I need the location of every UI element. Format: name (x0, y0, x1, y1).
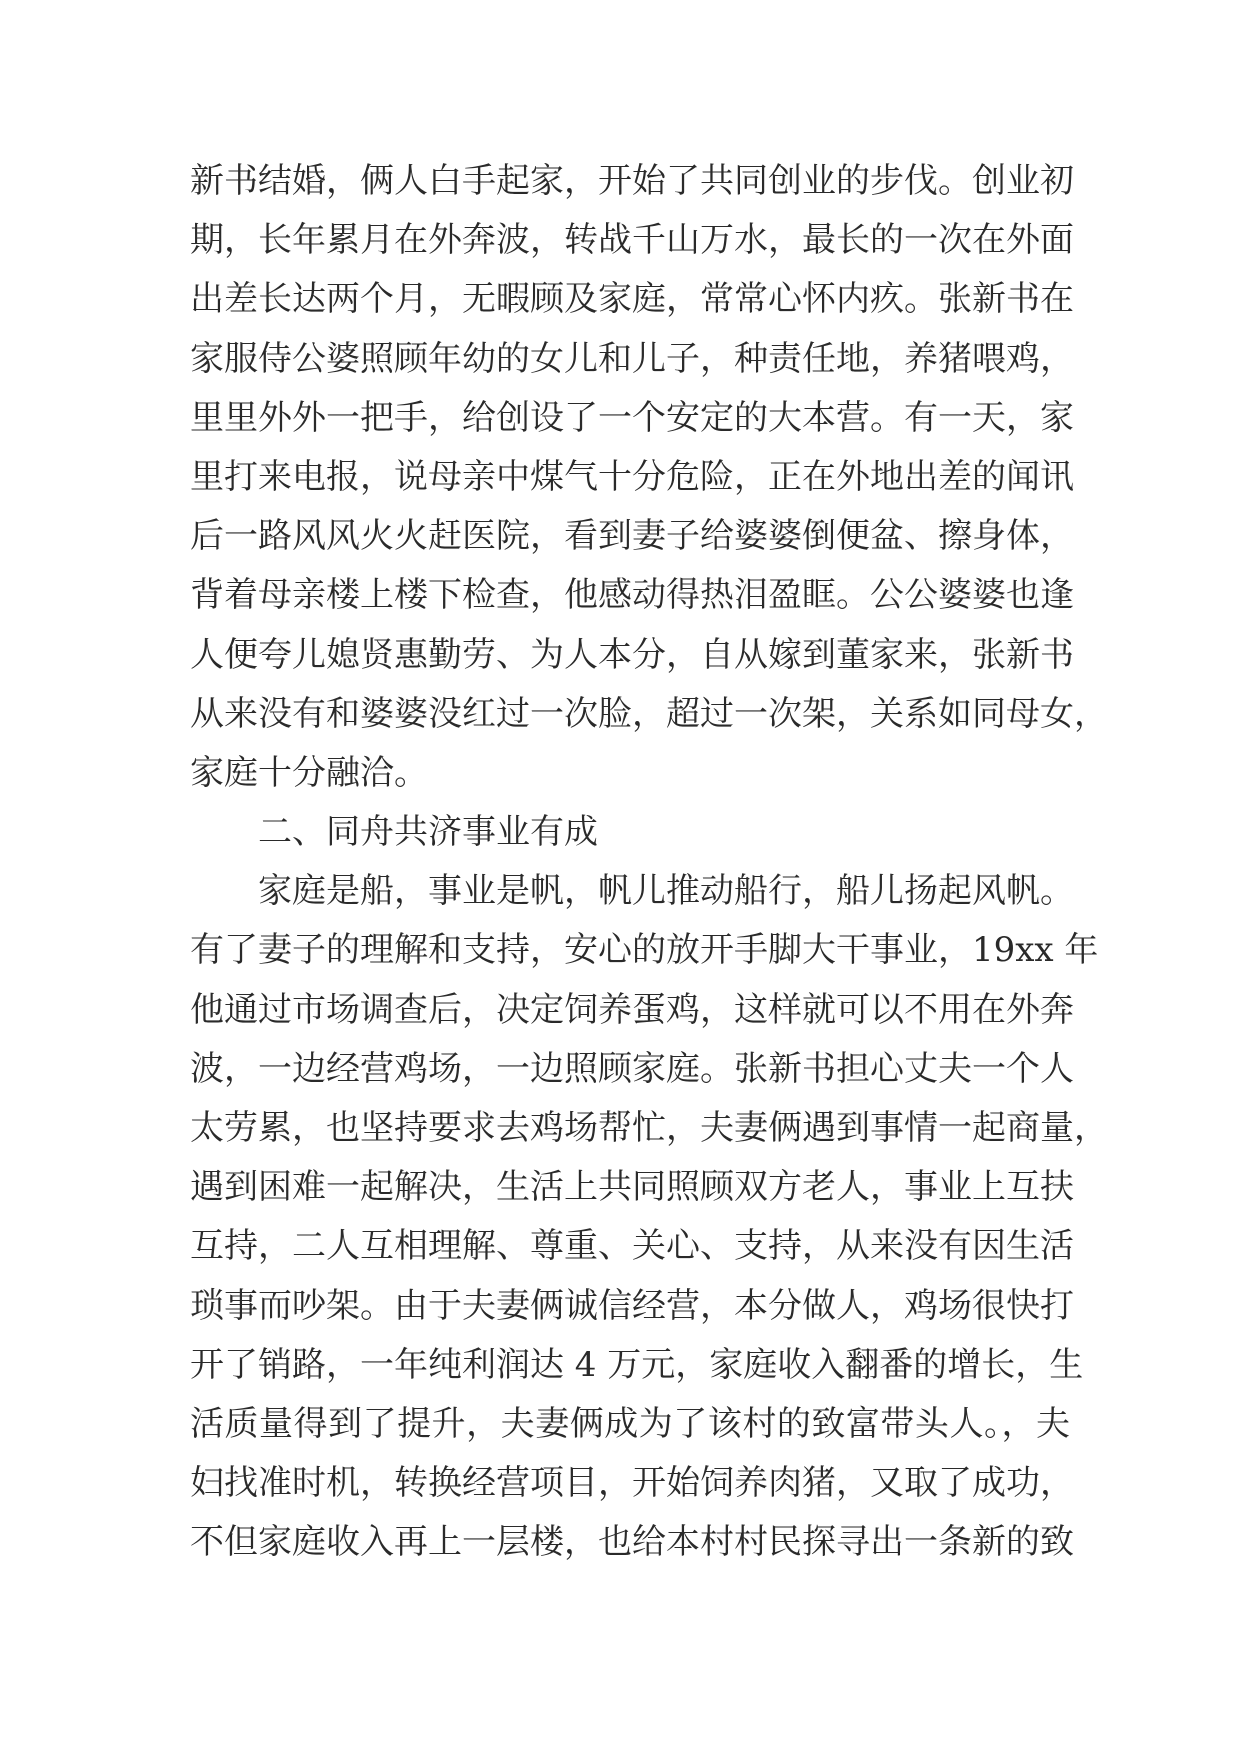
text-line: 人便夸儿媳贤惠勤劳、为人本分，自从嫁到董家来，张新书 (190, 634, 1074, 675)
text-line: 互持，二人互相理解、尊重、关心、支持，从来没有因生活 (190, 1226, 1074, 1267)
text-line: 后一路风风火火赶医院，看到妻子给婆婆倒便盆、擦身体， (190, 516, 1074, 557)
text-line: 琐事而吵架。由于夫妻俩诚信经营，本分做人，鸡场很快打 (190, 1285, 1074, 1326)
text-line: 里里外外一把手，给创设了一个安定的大本营。有一天，家 (190, 397, 1074, 438)
text-line: 新书结婚，俩人白手起家，开始了共同创业的步伐。创业初 (190, 161, 1074, 201)
text-line: 家庭十分融洽。 (190, 752, 428, 793)
text-line: 太劳累，也坚持要求去鸡场帮忙，夫妻俩遇到事情一起商量， (190, 1108, 1108, 1148)
document-body (190, 152, 1108, 1573)
text-line: 从来没有和婆婆没红过一次脸，超过一次架，关系如同母女， (190, 693, 1108, 734)
text-line: 不但家庭收入再上一层楼，也给本村村民探寻出一条新的致 (190, 1522, 1074, 1563)
text-line: 波，一边经营鸡场，一边照顾家庭。张新书担心丈夫一个人 (190, 1048, 1074, 1089)
section-heading: 二、同舟共济事业有成 (258, 812, 598, 853)
text-line: 家服侍公婆照顾年幼的女儿和儿子，种责任地，养猪喂鸡， (190, 338, 1074, 379)
text-line: 开了销路，一年纯利润达 4 万元，家庭收入翻番的增长，生 (190, 1344, 1084, 1385)
text-line: 背着母亲楼上楼下检查，他感动得热泪盈眶。公公婆婆也逢 (190, 575, 1074, 616)
text-line: 遇到困难一起解决，生活上共同照顾双方老人，事业上互扶 (190, 1167, 1074, 1208)
text-line: 有了妻子的理解和支持，安心的放开手脚大干事业，19xx 年 (190, 930, 1099, 971)
text-line: 他通过市场调查后，决定饲养蛋鸡，这样就可以不用在外奔 (190, 989, 1074, 1030)
text-line: 出差长达两个月，无暇顾及家庭，常常心怀内疚。张新书在 (190, 279, 1074, 320)
text-line: 妇找准时机，转换经营项目，开始饲养肉猪，又取了成功， (190, 1463, 1074, 1504)
paragraph-first-line: 家庭是船，事业是帆，帆儿推动船行，船儿扬起风帆。 (258, 871, 1074, 912)
text-line: 里打来电报，说母亲中煤气十分危险，正在外地出差的闻讯 (190, 456, 1074, 497)
text-line: 期，长年累月在外奔波，转战千山万水，最长的一次在外面 (190, 220, 1074, 261)
text-line: 活质量得到了提升，夫妻俩成为了该村的致富带头人。，夫 (190, 1403, 1070, 1444)
